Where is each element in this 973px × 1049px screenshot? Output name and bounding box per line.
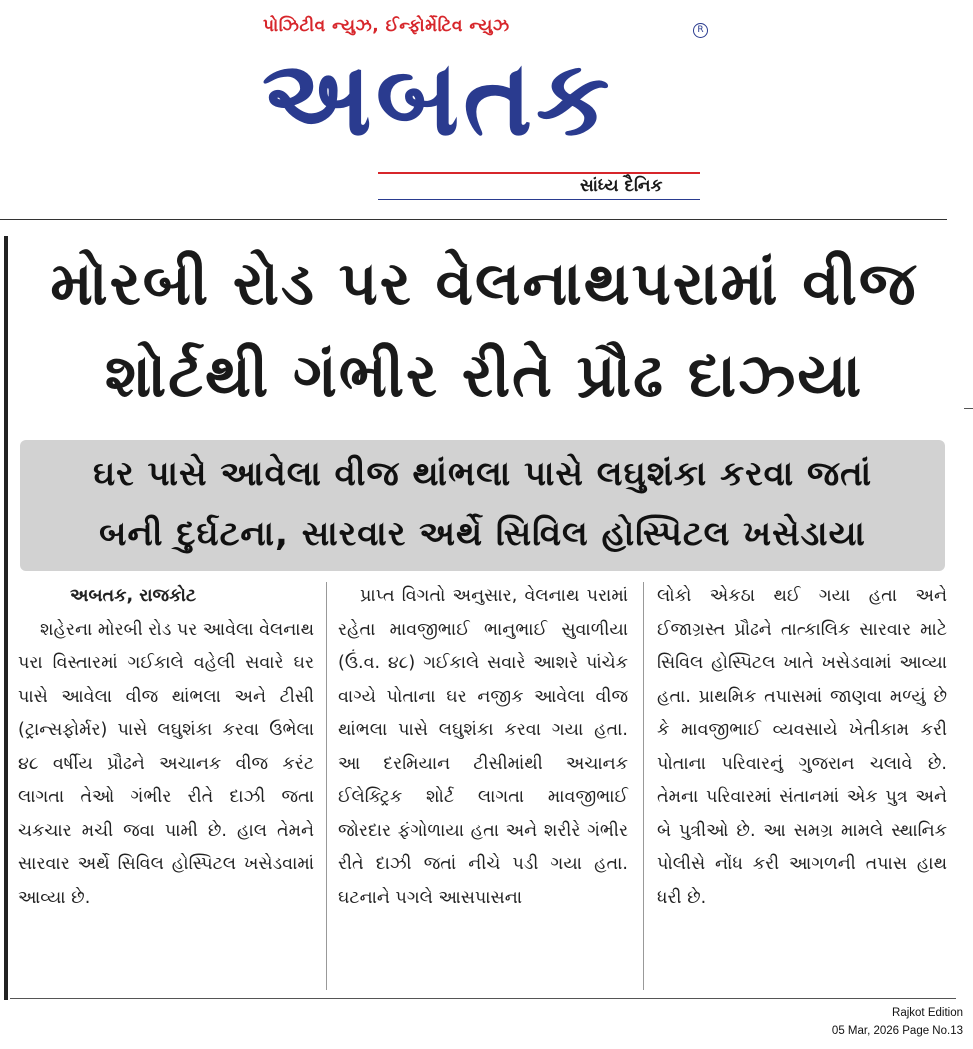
edition-info <box>832 1004 963 1040</box>
registered-mark-icon: R <box>693 23 708 38</box>
column-divider <box>326 582 327 990</box>
article-left-bar <box>4 236 8 1000</box>
masthead-underline <box>378 199 700 200</box>
article-subheadline <box>20 444 945 564</box>
article-headline <box>14 238 954 422</box>
article-bottom-rule <box>10 998 956 999</box>
edition-date-page: 05 Mar, 2026 Page No.13 <box>831 1025 963 1037</box>
column-3-text: લોકો એકઠા થઈ ગયા હતા અને ઈજાગ્રસ્ત પ્રૌઢને તાત્કાલિક સારવાર માટે સિવિલ હોસ્પિટલ ખાતે ખસેડવામાં આવ્યા હતા. પ્રાથમિક તપાસમાં જાણવા મળ્યું છે કે માવજીભાઈ વ્યવસાયે ખેતીકામ કરી પોતાના પરિવારનું ગુજરાન ચલાવે છે. તેમના પરિવારમાં સંતાનમાં એક પુત્ર અને બે પુત્રીઓ છે. આ સમગ્ર મામલે સ્થાનિક પોલીસે નોંધ કરી આગળની તપાસ હાથ ધરી છે. <box>657 586 947 908</box>
article-column-3 <box>657 580 947 915</box>
article-column-2 <box>338 580 628 915</box>
column-2-text: પ્રાપ્ત વિગતો અનુસાર, વેલનાથ પરામાં રહેતા માવજીભાઈ ભાનુભાઈ સુવાળીયા (ઉં.વ. ૪૮) ગઈકાલે સવારે આશરે પાંચેક વાગ્યે પોતાના ઘર નજીક આવેલા વીજ થાંભલા પાસે લઘુશંકા કરવા ગયા હતા. આ દરમિયાન ટીસીમાંથી અચાનક ઈલેક્ટ્રિક શોર્ટ લાગતા માવજીભાઈ જોરદાર ફંગોળાયા હતા અને શરીરે ગંભીર રીતે દાઝી જતાં નીચે પડી ગયા હતા. ઘટનાને પગલે આસપાસના <box>338 586 628 908</box>
headline-line-1: મોરબી રોડ પર વેલનાથપરામાં વીજ <box>50 249 918 319</box>
column-1-text: શહેરના મોરબી રોડ પર આવેલા વેલનાથ પરા વિસ્તારમાં ગઈકાલે વહેલી સવારે ઘર પાસે આવેલા વીજ થાંભલા અને ટીસી (ટ્રાન્સફોર્મર) પાસે લઘુશંકા કરવા ઉભેલા ૪૮ વર્ષીય પ્રૌઢને અચાનક વીજ કરંટ લાગતા તેઓ ગંભીર રીતે દાઝી જતા ચકચાર મચી જવા પામી છે. હાલ તેમને સારવાર અર્થે સિવિલ હોસ્પિટલ ખસેડવામાં આવ્યા છે. <box>18 619 314 908</box>
tagline: પોઝિટીવ ન્યુઝ, ઈન્ફોર્મેટિવ ન્યુઝ <box>263 16 510 36</box>
headline-line-2: શોર્ટથી ગંભીર રીતે પ્રૌઢ દાઝ્યા <box>104 341 864 411</box>
subhead-line-2: બની દુર્ઘટના, સારવાર અર્થે સિવિલ હોસ્પિટલ ખસેડાયા <box>99 514 866 554</box>
crop-mark <box>964 408 973 409</box>
masthead-subtitle: સાંધ્ય દૈનિક <box>580 176 663 196</box>
masthead-divider <box>378 172 700 174</box>
masthead-rule <box>0 219 947 220</box>
article-column-1 <box>18 580 314 915</box>
newspaper-logo: અબતક <box>262 37 614 159</box>
column-divider <box>643 582 644 990</box>
edition-name: Rajkot Edition <box>892 1007 963 1019</box>
dateline: અબતક, રાજકોટ <box>70 586 197 606</box>
subhead-line-1: ઘર પાસે આવેલા વીજ થાંભલા પાસે લઘુશંકા કરવા જતાં <box>92 454 873 494</box>
masthead <box>0 0 973 222</box>
